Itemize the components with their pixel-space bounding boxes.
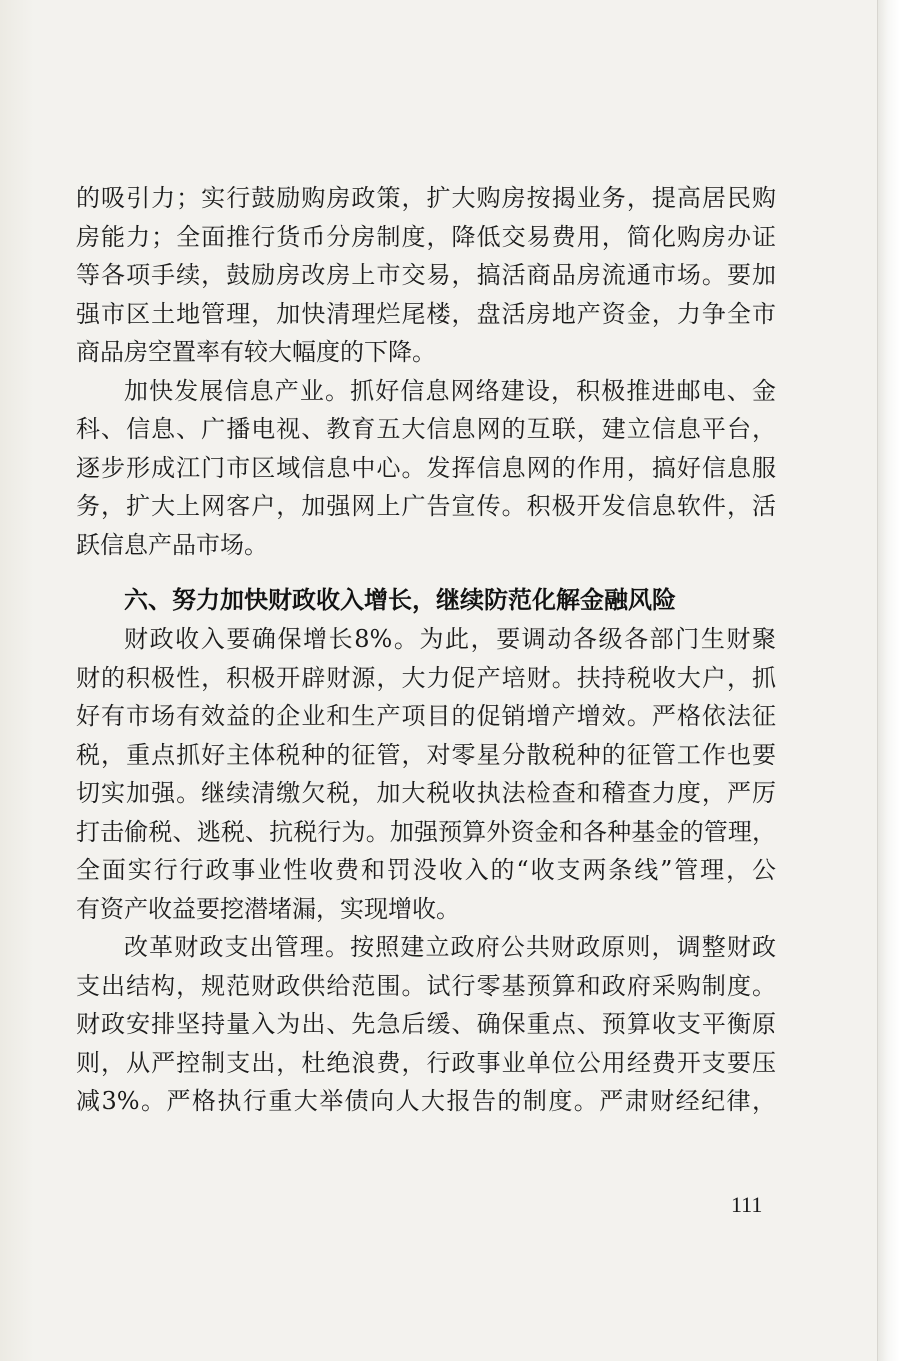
paragraph-housing	[76, 179, 776, 372]
text-line: 加快发展信息产业。抓好信息网络建设，积极推进邮电、金	[124, 376, 776, 405]
text-line: 科、信息、广播电视、教育五大信息网的互联，建立信息平台，	[76, 415, 776, 443]
text-line: 切实加强。继续清缴欠税，加大税收执法检查和稽查力度，严厉	[76, 779, 776, 807]
text-line: 务，扩大上网客户，加强网上广告宣传。积极开发信息软件，活	[76, 492, 776, 520]
section-spacer	[76, 564, 776, 580]
text-line: 房能力；全面推行货币分房制度，降低交易费用，简化购房办证	[76, 222, 776, 251]
paragraph-fiscal-revenue	[76, 620, 776, 928]
text-line: 的吸引力；实行鼓励购房政策，扩大购房按揭业务，提高居民购	[76, 184, 776, 212]
text-line: 税，重点抓好主体税种的征管，对零星分散税种的征管工作也要	[76, 740, 776, 769]
text-line: 有资产收益要挖潜堵漏，实现增收。	[76, 894, 460, 923]
text-line: 财政安排坚持量入为出、先急后缓、确保重点、预算收支平衡原	[76, 1010, 776, 1038]
page-edge	[877, 0, 900, 1361]
page-gutter-shadow	[0, 0, 34, 1361]
text-line: 财政收入要确保增长8%。为此，要调动各级各部门生财聚	[124, 625, 776, 653]
paragraph-information-industry	[76, 372, 776, 565]
text-line: 减3%。严格执行重大举债向人大报告的制度。严肃财经纪律，	[76, 1087, 776, 1115]
section-heading: 六、努力加快财政收入增长，继续防范化解金融风险	[124, 586, 676, 614]
text-line: 强市区土地管理，加快清理烂尾楼，盘活房地产资金，力争全市	[76, 299, 776, 328]
text-line: 等各项手续，鼓励房改房上市交易，搞活商品房流通市场。要加	[76, 261, 776, 289]
text-line: 商品房空置率有较大幅度的下降。	[76, 338, 436, 366]
text-line: 好有市场有效益的企业和生产项目的促销增产增效。严格依法征	[76, 702, 776, 730]
body-text	[76, 179, 776, 1121]
text-line: 财的积极性，积极开辟财源，大力促产培财。扶持税收大户，抓	[76, 663, 776, 692]
paragraph-fiscal-expenditure	[76, 928, 776, 1121]
text-line: 支出结构，规范财政供给范围。试行零基预算和政府采购制度。	[76, 971, 776, 1000]
page-number: 111	[731, 1192, 763, 1217]
text-line: 则，从严控制支出，杜绝浪费，行政事业单位公用经费开支要压	[76, 1048, 776, 1077]
text-line: 逐步形成江门市区域信息中心。发挥信息网的作用，搞好信息服	[76, 453, 776, 482]
text-line: 全面实行行政事业性收费和罚没收入的“收支两条线”管理，公	[76, 856, 776, 884]
text-line: 改革财政支出管理。按照建立政府公共财政原则，调整财政	[124, 933, 776, 961]
text-line: 跃信息产品市场。	[76, 530, 268, 559]
text-line: 打击偷税、逃税、抗税行为。加强预算外资金和各种基金的管理，	[76, 817, 776, 846]
